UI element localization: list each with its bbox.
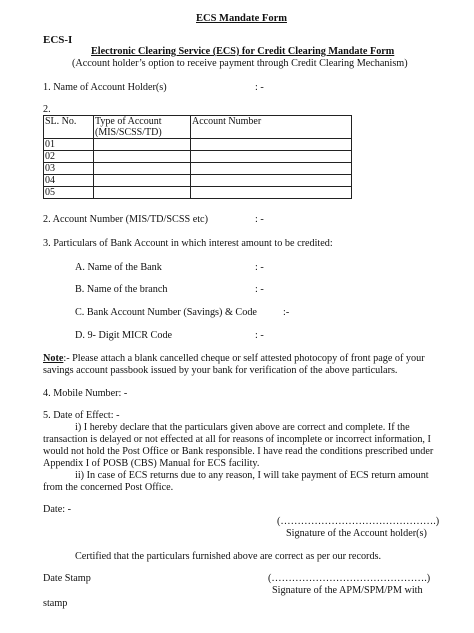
row-type-cell[interactable] — [94, 163, 191, 175]
row-type-cell[interactable] — [94, 151, 191, 163]
header-account-number: Account Number — [191, 116, 352, 139]
account-holder-name-field[interactable]: : - — [255, 82, 264, 93]
accounts-table — [43, 115, 352, 199]
date-of-effect-label: 5. Date of Effect: - — [43, 410, 120, 421]
row-sl-no: 05 — [44, 187, 94, 199]
form-heading: Electronic Clearing Service (ECS) for Credit Clearing Mandate Form — [91, 46, 395, 57]
date-stamp-label: Date Stamp — [43, 573, 91, 584]
row-account-number-cell[interactable] — [191, 187, 352, 199]
bank-account-number-label: C. Bank Account Number (Savings) & Code — [75, 307, 257, 318]
note-label: Note — [43, 353, 64, 364]
note-line-1 — [43, 353, 425, 365]
office-signature-caption: Signature of the APM/SPM/PM with — [272, 585, 423, 596]
row-sl-no: 01 — [44, 139, 94, 151]
form-subheading: (Account holder’s option to receive payment through Credit Clearing Mechanism) — [72, 58, 408, 69]
row-account-number-cell[interactable] — [191, 139, 352, 151]
note-text-1: :- Please attach a blank cancelled cheque or self attested photocopy of front page of your — [63, 353, 425, 364]
declaration-ii-line-1: ii) In case of ECS returns due to any reason, I will take payment of ECS return amount — [75, 470, 429, 481]
micr-code-label: D. 9- Digit MICR Code — [75, 330, 173, 341]
row-sl-no: 02 — [44, 151, 94, 163]
header-sl-no: SL. No. — [44, 116, 94, 139]
stamp-label: stamp — [43, 598, 68, 609]
header-type-of-account — [94, 116, 191, 139]
declaration-i-line-2: transaction is delayed or not effected at all for reasons of incomplete or incorrect information, I — [43, 434, 431, 445]
header-type-line2: (MIS/SCSS/TD) — [95, 127, 162, 138]
row-account-number-cell[interactable] — [191, 163, 352, 175]
table-row — [44, 139, 352, 151]
date-label: Date: - — [43, 504, 72, 515]
table-row — [44, 175, 352, 187]
row-type-cell[interactable] — [94, 187, 191, 199]
row-type-cell[interactable] — [94, 139, 191, 151]
declaration-i-line-1: i) I hereby declare that the particulars given above are correct and complete. If the — [75, 422, 410, 433]
account-holder-signature-field[interactable]: (……………………………………….) — [277, 516, 440, 527]
header-type-line1: Type of Account — [95, 116, 162, 127]
row-account-number-cell[interactable] — [191, 175, 352, 187]
certification-text: Certified that the particulars furnished above are correct as per our records. — [75, 551, 382, 562]
table-row — [44, 163, 352, 175]
bank-account-number-field[interactable]: :- — [283, 307, 290, 318]
account-holder-signature-caption: Signature of the Account holder(s) — [286, 528, 427, 539]
bank-name-label: A. Name of the Bank — [75, 262, 162, 273]
branch-name-field[interactable]: : - — [255, 284, 264, 295]
table-row — [44, 187, 352, 199]
declaration-ii-line-2: from the concerned Post Office. — [43, 482, 174, 493]
account-number-field[interactable]: : - — [255, 214, 264, 225]
row-sl-no: 03 — [44, 163, 94, 175]
bank-particulars-label: 3. Particulars of Bank Account in which interest amount to be credited: — [43, 238, 333, 249]
note-line-2: savings account passbook issued by your bank for verification of the above particulars. — [43, 365, 398, 376]
branch-name-label: B. Name of the branch — [75, 284, 168, 295]
form-title: ECS Mandate Form — [196, 13, 287, 24]
account-number-label: 2. Account Number (MIS/TD/SCSS etc) — [43, 214, 208, 225]
table-row — [44, 151, 352, 163]
accounts-section-label: 2. — [43, 104, 51, 115]
account-holder-name-label: 1. Name of Account Holder(s) — [43, 82, 167, 93]
form-code: ECS-I — [43, 34, 73, 46]
row-sl-no: 04 — [44, 175, 94, 187]
row-account-number-cell[interactable] — [191, 151, 352, 163]
mobile-number-label: 4. Mobile Number: - — [43, 388, 128, 399]
declaration-i-line-3: would not hold the Post Office or Bank responsible. I have read the conditions prescribed under — [43, 446, 434, 457]
table-header-row — [44, 116, 352, 139]
bank-name-field[interactable]: : - — [255, 262, 264, 273]
row-type-cell[interactable] — [94, 175, 191, 187]
micr-code-field[interactable]: : - — [255, 330, 264, 341]
declaration-i-line-4: Appendix I of POSB (CBS) Manual for ECS facility. — [43, 458, 260, 469]
office-signature-field[interactable]: (……………………………………….) — [268, 573, 431, 584]
